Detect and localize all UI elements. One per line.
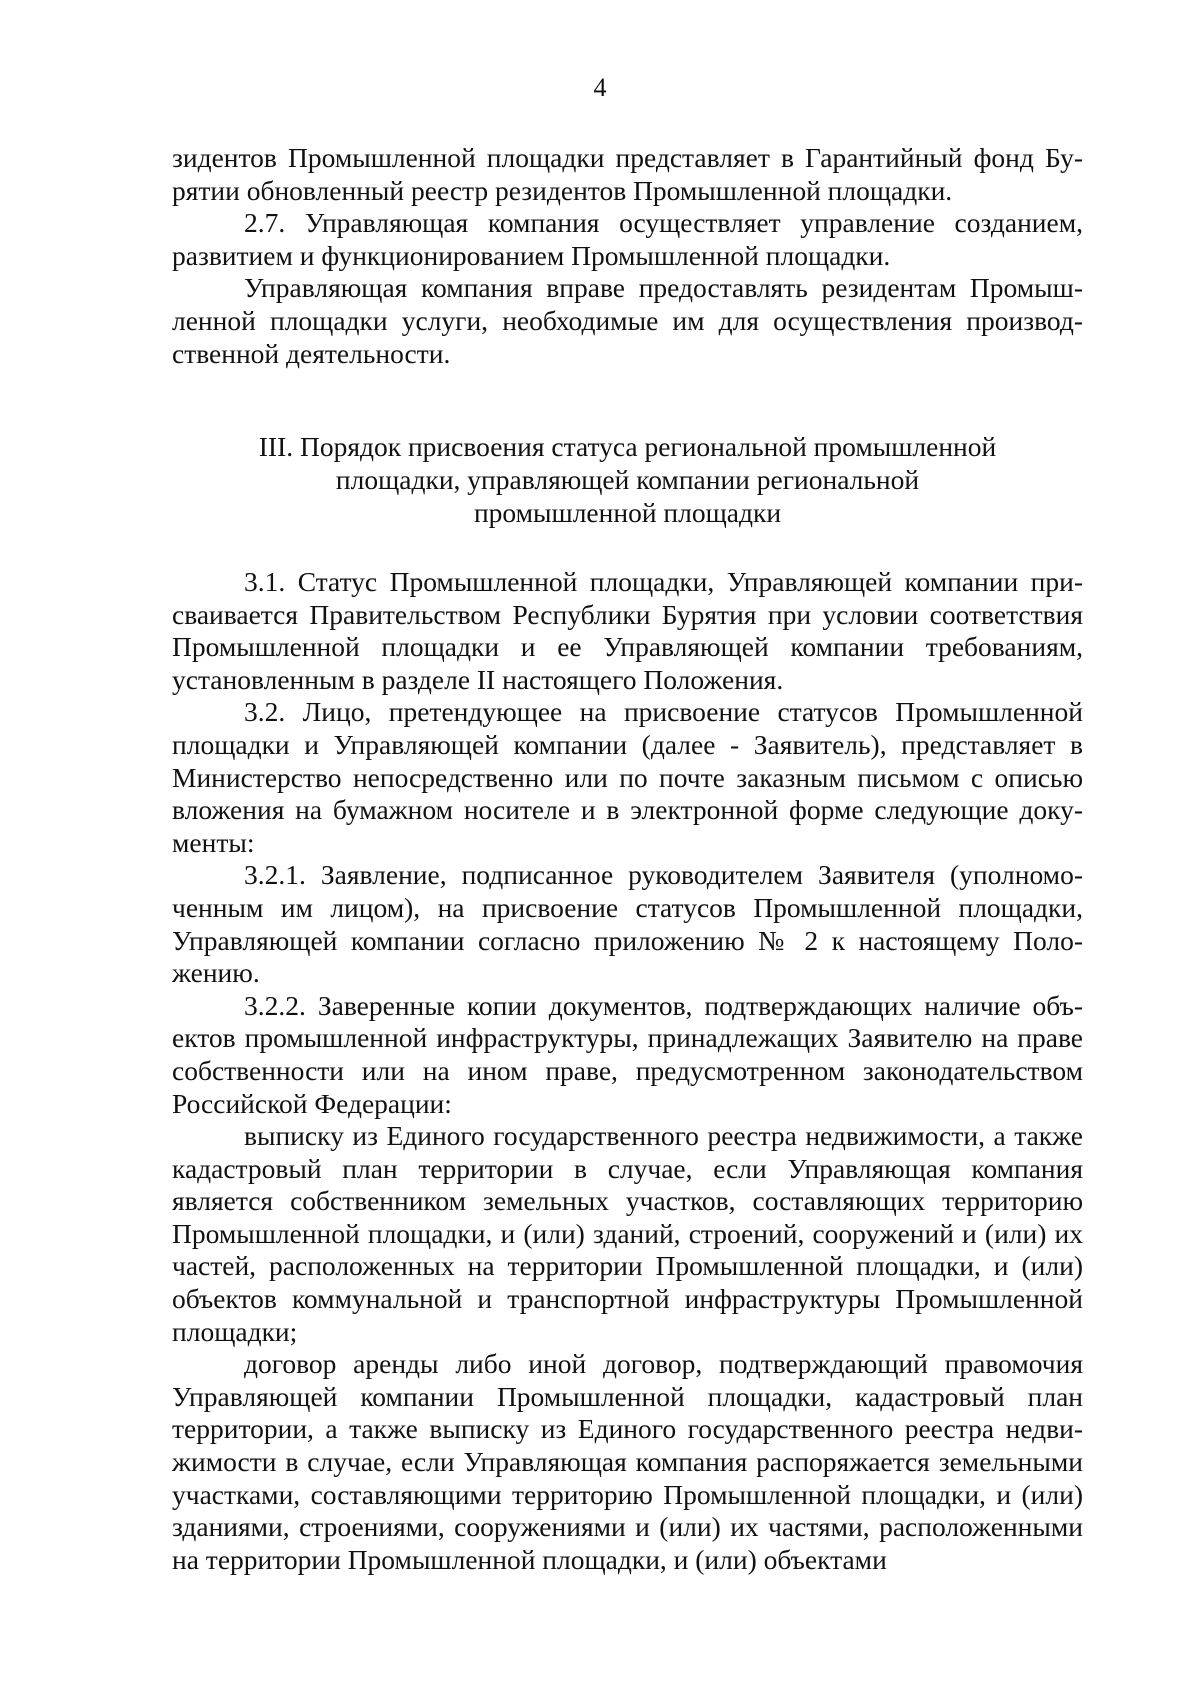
section-heading-line: промышленной площадки (473, 497, 782, 528)
section-heading-line: III. Порядок присвоения статуса региональной промышленной (258, 431, 997, 462)
paragraph: 3.1. Статус Промышленной площадки, Управляющей компании присваивается Правительством Республики Бурятия при условии соответствия Промышленной площадки и ее Управляющей компании требованиям, установленным в разделе II настоящего Положения. (172, 566, 1083, 695)
section-three-body (172, 566, 1083, 1576)
paragraph: Управляющая компания вправе предоставлять резидентам Промышленной площадки услуги, необходимые им для осуществления производственной деятельности. (172, 272, 1083, 369)
paragraph: договор аренды либо иной договор, подтверждающий правомочия Управляющей компании Промышленной площадки, кадастровый план территории, а также выписку из Единого государственного реестра недвижимости в случае, если Управляющая компания распоряжается земельными участками, составляющими территорию Промышленной площадки, и (или) зданиями, строениями, сооружениями и (или) их частями, расположенными на территории Промышленной площадки, и (или) объектами (172, 1348, 1083, 1575)
section-heading-line: площадки, управляющей компании региональной (335, 464, 920, 495)
paragraph: 3.2.2. Заверенные копии документов, подтверждающих наличие объектов промышленной инфраструктуры, принадлежащих Заявителю на праве собственности или на ином праве, предусмотренном законодательством Российской Федерации: (172, 989, 1083, 1119)
paragraph: выписку из Единого государственного реестра недвижимости, а также кадастровый план территории в случае, если Управляющая компания является собственником земельных участков, составляющих территорию Промышленной площадки, и (или) зданий, строений, сооружений и (или) их частей, расположенных на территории Промышленной площадки, и (или) объектов коммунальной и транспортной инфраструктуры Промышленной площадки; (172, 1120, 1083, 1347)
paragraph: зидентов Промышленной площадки представляет в Гарантийный фонд Бурятии обновленный реестр резидентов Промышленной площадки. (172, 142, 1083, 206)
section-two-tail (172, 142, 1083, 370)
section-heading (172, 430, 1083, 529)
paragraph: 3.2. Лицо, претендующее на присвоение статусов Промышленной площадки и Управляющей компании (далее - Заявитель), представляет в Министерство непосредственно или по почте заказным письмом с описью вложения на бумажном носителе и в электронной форме следующие документы: (172, 696, 1083, 858)
page-number: 4 (593, 73, 607, 102)
paragraph: 3.2.1. Заявление, подписанное руководителем Заявителя (уполномоченным им лицом), на присвоение статусов Промышленной площадки, Управляющей компании согласно приложению № 2 к настоящему Положению. (172, 859, 1083, 989)
paragraph: 2.7. Управляющая компания осуществляет управление созданием, развитием и функционированием Промышленной площадки. (172, 207, 1083, 271)
